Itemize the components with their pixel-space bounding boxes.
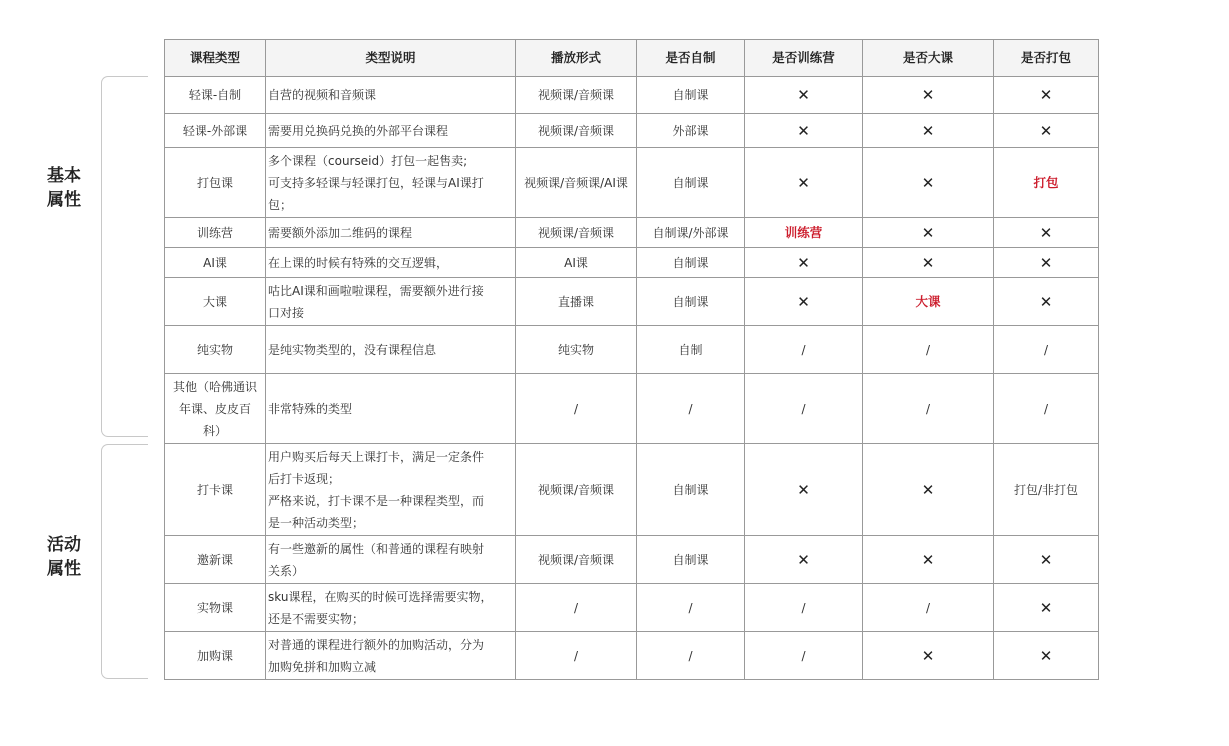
cell-type-text: 打包课 [196,175,233,190]
cell-self [637,248,745,278]
cell-big-text: / [925,342,931,357]
cell-pack [994,536,1099,584]
cell-self-text: 自制课/外部课 [652,225,729,240]
cell-desc [266,584,516,632]
group-label-line: 属性 [47,190,81,210]
cell-desc [266,374,516,444]
group-label-line: 活动 [47,535,81,555]
cell-pack-text: ✕ [1039,86,1053,104]
cell-camp [745,148,863,218]
cell-big-text: ✕ [921,480,935,499]
cell-desc-text: 非常特殊的类型 [268,401,353,416]
cell-desc-text: 需要额外添加二维码的课程 [268,225,413,240]
cell-pack-text: ✕ [1039,550,1053,569]
cell-type [165,374,266,444]
cell-play-text: 直播课 [557,294,594,309]
cell-play [516,374,637,444]
cell-camp [745,536,863,584]
cell-desc-text: 在上课的时候有特殊的交互逻辑， [268,255,449,270]
cell-self-text: 自制课 [672,255,709,270]
cell-play [516,148,637,218]
cell-desc [266,114,516,148]
cell-pack [994,374,1099,444]
column-header-play: 播放形式 [516,40,637,77]
cell-desc-text: sku课程，在购买的时候可选择需要实物， 还是不需要实物； [268,589,493,626]
course-type-table [164,39,1099,680]
cell-big [863,374,994,444]
cell-self-text: 自制课 [672,88,709,102]
cell-camp-text: ✕ [797,173,810,192]
cell-camp-text: / [801,342,806,357]
cell-camp-text: / [801,600,806,615]
cell-camp [745,632,863,680]
cell-camp-text: ✕ [797,121,810,140]
table-row [165,326,1099,374]
cell-self [637,584,745,632]
cell-desc [266,278,516,326]
cell-camp [745,444,863,536]
cell-type-text: 打卡课 [196,482,233,497]
cell-big [863,632,994,680]
cell-play-text: 视频课/音频课 [537,88,615,102]
cell-self [637,444,745,536]
table-row [165,278,1099,326]
cell-big [863,326,994,374]
cell-big-text: ✕ [921,253,935,272]
cell-desc-text: 自营的视频和音频课 [268,88,377,102]
cell-pack-text: ✕ [1039,223,1053,242]
cell-camp [745,218,863,248]
cell-big [863,584,994,632]
cell-self-text: 外部课 [672,123,709,138]
cell-big-text: / [925,600,931,615]
cell-play [516,444,637,536]
cell-pack-text: ✕ [1039,646,1053,665]
group-label-basic [38,164,90,212]
cell-type-text: 轻课-外部课 [182,123,248,138]
cell-type [165,218,266,248]
cell-big-text: 大课 [915,293,941,309]
group-bracket-basic [101,76,148,437]
cell-big-text: ✕ [921,223,935,242]
cell-type [165,148,266,218]
cell-big [863,536,994,584]
cell-camp [745,374,863,444]
cell-self [637,278,745,326]
table-row [165,148,1099,218]
cell-camp-text: / [801,648,806,663]
cell-self-text: 自制课 [672,294,709,309]
cell-camp-text: ✕ [797,86,810,104]
cell-type [165,278,266,326]
cell-play-text: 视频课/音频课/AI课 [524,175,628,190]
cell-pack-text: ✕ [1039,121,1053,140]
column-header-type: 课程类型 [165,40,266,77]
cell-camp [745,326,863,374]
table-row [165,218,1099,248]
group-bracket-activity [101,444,148,679]
cell-pack [994,632,1099,680]
cell-pack [994,584,1099,632]
cell-pack-text: ✕ [1039,598,1053,617]
cell-type-text: 实物课 [196,600,233,615]
cell-pack-text: / [1043,342,1049,357]
cell-camp-text: ✕ [797,550,810,569]
cell-type-text: 轻课-自制 [188,88,242,102]
cell-self-text: 自制课 [672,482,709,497]
cell-pack [994,326,1099,374]
cell-camp-text: 训练营 [784,224,823,240]
cell-self [637,326,745,374]
cell-desc [266,218,516,248]
cell-self-text: / [688,648,693,663]
column-header-desc: 类型说明 [266,40,516,77]
cell-camp-text: / [801,401,806,416]
group-label-line: 基本 [47,166,81,186]
cell-big [863,148,994,218]
cell-camp [745,114,863,148]
table-row [165,248,1099,278]
table-row [165,77,1099,114]
cell-desc [266,326,516,374]
cell-self-text: 自制 [678,342,703,357]
cell-big [863,278,994,326]
table-row [165,584,1099,632]
cell-desc [266,444,516,536]
cell-big [863,77,994,114]
cell-pack-text: 打包 [1033,174,1059,190]
cell-camp-text: ✕ [797,292,810,311]
cell-pack [994,148,1099,218]
cell-type-text: AI课 [203,255,227,270]
cell-big-text: ✕ [921,173,935,192]
cell-type [165,444,266,536]
cell-play-text: / [573,401,579,416]
cell-play-text: 视频课/音频课 [537,482,615,497]
cell-camp [745,77,863,114]
cell-camp-text: ✕ [797,480,810,499]
table-row [165,444,1099,536]
cell-camp-text: ✕ [797,253,810,272]
cell-desc-text: 多个课程（courseid）打包一起售卖; 可支持多轻课与轻课打包，轻课与AI课打 包； [268,153,484,212]
table-row [165,632,1099,680]
cell-pack [994,218,1099,248]
cell-play-text: AI课 [564,255,588,270]
cell-play-text: 视频课/音频课 [537,225,615,240]
cell-desc-text: 需要用兑换码兑换的外部平台课程 [268,123,449,138]
column-header-big: 是否大课 [863,40,994,77]
cell-self-text: 自制课 [672,552,709,567]
cell-self [637,148,745,218]
cell-type-text: 其他（哈佛通识 年课、皮皮百 科） [172,379,257,438]
cell-type [165,632,266,680]
cell-pack [994,114,1099,148]
cell-self-text: 自制课 [672,175,709,190]
cell-big-text: / [925,401,931,416]
cell-type [165,77,266,114]
cell-big-text: ✕ [921,646,935,665]
group-label-activity [38,533,90,581]
cell-self-text: / [688,600,693,615]
cell-camp [745,584,863,632]
cell-type [165,536,266,584]
cell-pack-text: ✕ [1039,292,1053,311]
group-label-line: 属性 [47,559,81,579]
cell-play-text: 纯实物 [557,342,594,357]
cell-big-text: ✕ [921,86,935,104]
cell-play [516,248,637,278]
cell-self [637,632,745,680]
cell-self [637,77,745,114]
cell-big [863,218,994,248]
cell-play [516,278,637,326]
cell-play [516,114,637,148]
cell-type-text: 加购课 [196,648,233,663]
cell-desc [266,148,516,218]
cell-camp [745,248,863,278]
cell-type [165,248,266,278]
cell-self [637,114,745,148]
table-header-row [165,40,1099,77]
cell-pack-text: 打包/非打包 [1013,482,1079,497]
cell-pack-text: / [1043,401,1049,416]
cell-play [516,584,637,632]
cell-play-text: 视频课/音频课 [537,552,615,567]
cell-play [516,632,637,680]
cell-desc [266,536,516,584]
table-row [165,374,1099,444]
cell-pack [994,444,1099,536]
cell-big [863,114,994,148]
cell-pack [994,278,1099,326]
cell-big [863,248,994,278]
cell-desc-text: 是纯实物类型的，没有课程信息 [268,342,437,357]
cell-pack [994,77,1099,114]
table-row [165,536,1099,584]
cell-pack-text: ✕ [1039,253,1053,272]
cell-desc-text: 咕比AI课和画啦啦课程，需要额外进行接 口对接 [268,283,484,320]
cell-desc-text: 对普通的课程进行额外的加购活动，分为 加购免拼和加购立减 [268,637,485,674]
table-row [165,114,1099,148]
cell-pack [994,248,1099,278]
cell-play-text: / [573,648,579,663]
cell-self [637,374,745,444]
cell-play-text: / [573,600,579,615]
cell-play [516,326,637,374]
cell-self [637,536,745,584]
cell-desc-text: 有一些邀新的属性（和普通的课程有映射 关系） [268,541,485,578]
cell-play [516,218,637,248]
cell-type [165,326,266,374]
cell-desc [266,77,516,114]
column-header-camp: 是否训练营 [745,40,863,77]
cell-big-text: ✕ [921,550,935,569]
cell-self-text: / [688,401,693,416]
cell-play [516,77,637,114]
column-header-self: 是否自制 [637,40,745,77]
cell-desc-text: 用户购买后每天上课打卡，满足一定条件 后打卡返现； 严格来说，打卡课不是一种课程类型，而 是一种活动类型； [268,449,485,530]
cell-self [637,218,745,248]
cell-type-text: 纯实物 [196,342,233,357]
cell-type-text: 训练营 [196,225,233,240]
cell-type-text: 大课 [202,294,227,309]
cell-type [165,584,266,632]
cell-play-text: 视频课/音频课 [537,123,615,138]
cell-big [863,444,994,536]
cell-type [165,114,266,148]
cell-big-text: ✕ [921,121,935,140]
cell-play [516,536,637,584]
cell-camp [745,278,863,326]
cell-desc [266,632,516,680]
column-header-pack: 是否打包 [994,40,1099,77]
cell-type-text: 邀新课 [196,552,233,567]
cell-desc [266,248,516,278]
